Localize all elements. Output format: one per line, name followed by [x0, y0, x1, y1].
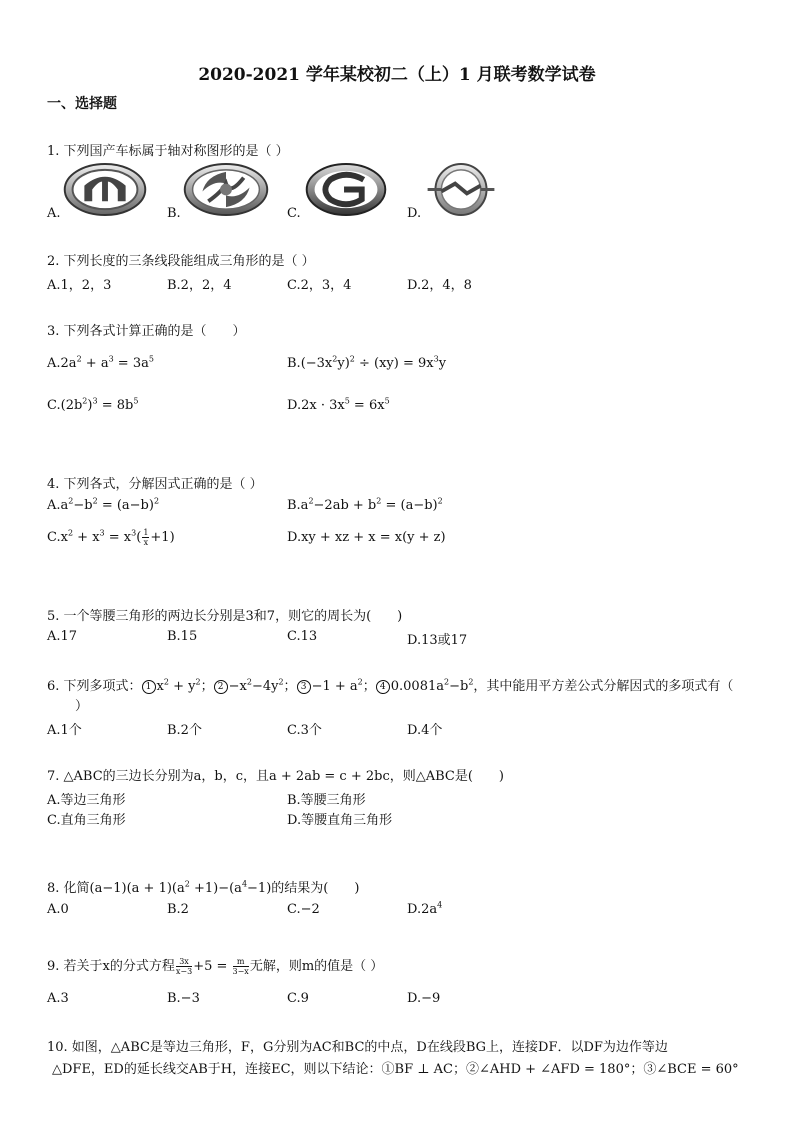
- q5-option-a: A.17: [47, 629, 78, 644]
- q4-option-c: $C.x^2 + x^3 = x^3$( $\frac{1}{x}$ +1): [47, 528, 175, 547]
- q9-option-c: C.9: [287, 991, 309, 1006]
- q6-option-b: B.2个: [167, 723, 202, 738]
- q3-option-a: $A.2a^2 + a^3 = 3a^5$: [47, 354, 154, 371]
- q5-option-c: C.13: [287, 629, 318, 644]
- gac-logo-icon: [304, 162, 388, 217]
- section-heading: 一、选择题: [47, 96, 117, 112]
- question-6-stem-end: ）: [75, 699, 89, 714]
- q1-option-c: C.: [287, 206, 301, 221]
- q9-option-b: B.−3: [167, 991, 200, 1006]
- q6-option-a: A.1个: [47, 723, 82, 738]
- question-9-stem: 9. 若关于x的分式方程 $\frac{3x}{x-3}$ +5 = $\frac{m}{3-x}$ 无解，则m的值是（ ）: [47, 957, 384, 976]
- question-5-stem: 5. 一个等腰三角形的两边长分别是3和7，则它的周长为( ): [47, 609, 403, 624]
- q9-option-a: A.3: [47, 991, 69, 1006]
- q2-option-c: C.2，3，4: [287, 278, 352, 293]
- q3-option-c: $C.(2b^2)^3 = 8b^5$: [47, 396, 139, 413]
- great-wall-logo-icon: [62, 162, 148, 217]
- q5-option-b: B.15: [167, 629, 198, 644]
- q8-option-c: C.−2: [287, 902, 320, 917]
- q5-option-d: D.13或17: [407, 633, 468, 648]
- q7-option-d: D.等腰直角三角形: [287, 813, 393, 828]
- q4-option-a: $A.a^2-b^2 = (a-b)^2$: [47, 496, 160, 513]
- q8-option-a: A.0: [47, 902, 69, 917]
- question-1-stem: 1. 下列国产车标属于轴对称图形的是（ ）: [47, 144, 289, 159]
- dongfeng-logo-icon: [182, 162, 270, 217]
- question-7-stem: 7. △ABC的三边长分别为a，b，c，且a + 2ab = c + 2bc，则△ABC是( ): [47, 769, 505, 784]
- question-8-stem: 8. 化简$(a-1)(a + 1)(a^2 +1)-(a^4-1)$的结果为( ): [47, 879, 360, 896]
- q6-option-d: D.4个: [407, 723, 443, 738]
- q9-option-d: D.−9: [407, 991, 441, 1006]
- q8-option-d: $D.2a^4$: [407, 900, 443, 917]
- question-10-line-2: △DFE，ED的延长线交AB于H，连接EC，则以下结论：①BF ⊥ AC；②∠AHD + ∠AFD = 180°；③∠BCE = 60°: [52, 1062, 739, 1077]
- question-6-stem: 6. 下列多项式： 1 $x^2 + y^2$； $2 -x^2-4y^2$； $3 -1 + a^2$； 4 $0.0081a^2-b^2$，其中能用平方差公式分解因式的多项式有（: [47, 677, 734, 694]
- hongqi-like-logo-icon: [421, 162, 501, 217]
- q7-option-a: A.等边三角形: [47, 793, 126, 808]
- q1-option-b: B.: [167, 206, 181, 221]
- q8-option-b: B.2: [167, 902, 189, 917]
- question-10-line-1: 10. 如图，△ABC是等边三角形，F，G分别为AC和BC的中点，D在线段BG上，连接DF．以DF为边作等边: [47, 1040, 668, 1055]
- q1-option-a: A.: [47, 206, 61, 221]
- q2-option-d: D.2，4，8: [407, 278, 472, 293]
- question-3-stem: 3. 下列各式计算正确的是（ ）: [47, 324, 246, 339]
- q2-option-a: A.1，2，3: [47, 278, 112, 293]
- q2-option-b: B.2，2，4: [167, 278, 232, 293]
- q3-option-d: $D.2x \cdot 3x^5 = 6x^5$: [287, 396, 390, 413]
- q6-option-c: C.3个: [287, 723, 322, 738]
- page-title: 2020-2021 学年某校初二（上）1 月联考数学试卷: [198, 65, 596, 85]
- q4-option-d: D.xy + xz + x = x(y + z): [287, 530, 446, 545]
- q7-option-b: B.等腰三角形: [287, 793, 366, 808]
- q7-option-c: C.直角三角形: [47, 813, 126, 828]
- question-2-stem: 2. 下列长度的三条线段能组成三角形的是（ ）: [47, 254, 315, 269]
- q4-option-b: $B.a^2-2ab + b^2 = (a-b)^2$: [287, 496, 443, 513]
- q3-option-b: $B.(-3x^2y)^2 \div (xy) = 9x^3y$: [287, 354, 447, 371]
- q1-option-d: D.: [407, 206, 422, 221]
- question-4-stem: 4. 下列各式，分解因式正确的是（ ）: [47, 477, 263, 492]
